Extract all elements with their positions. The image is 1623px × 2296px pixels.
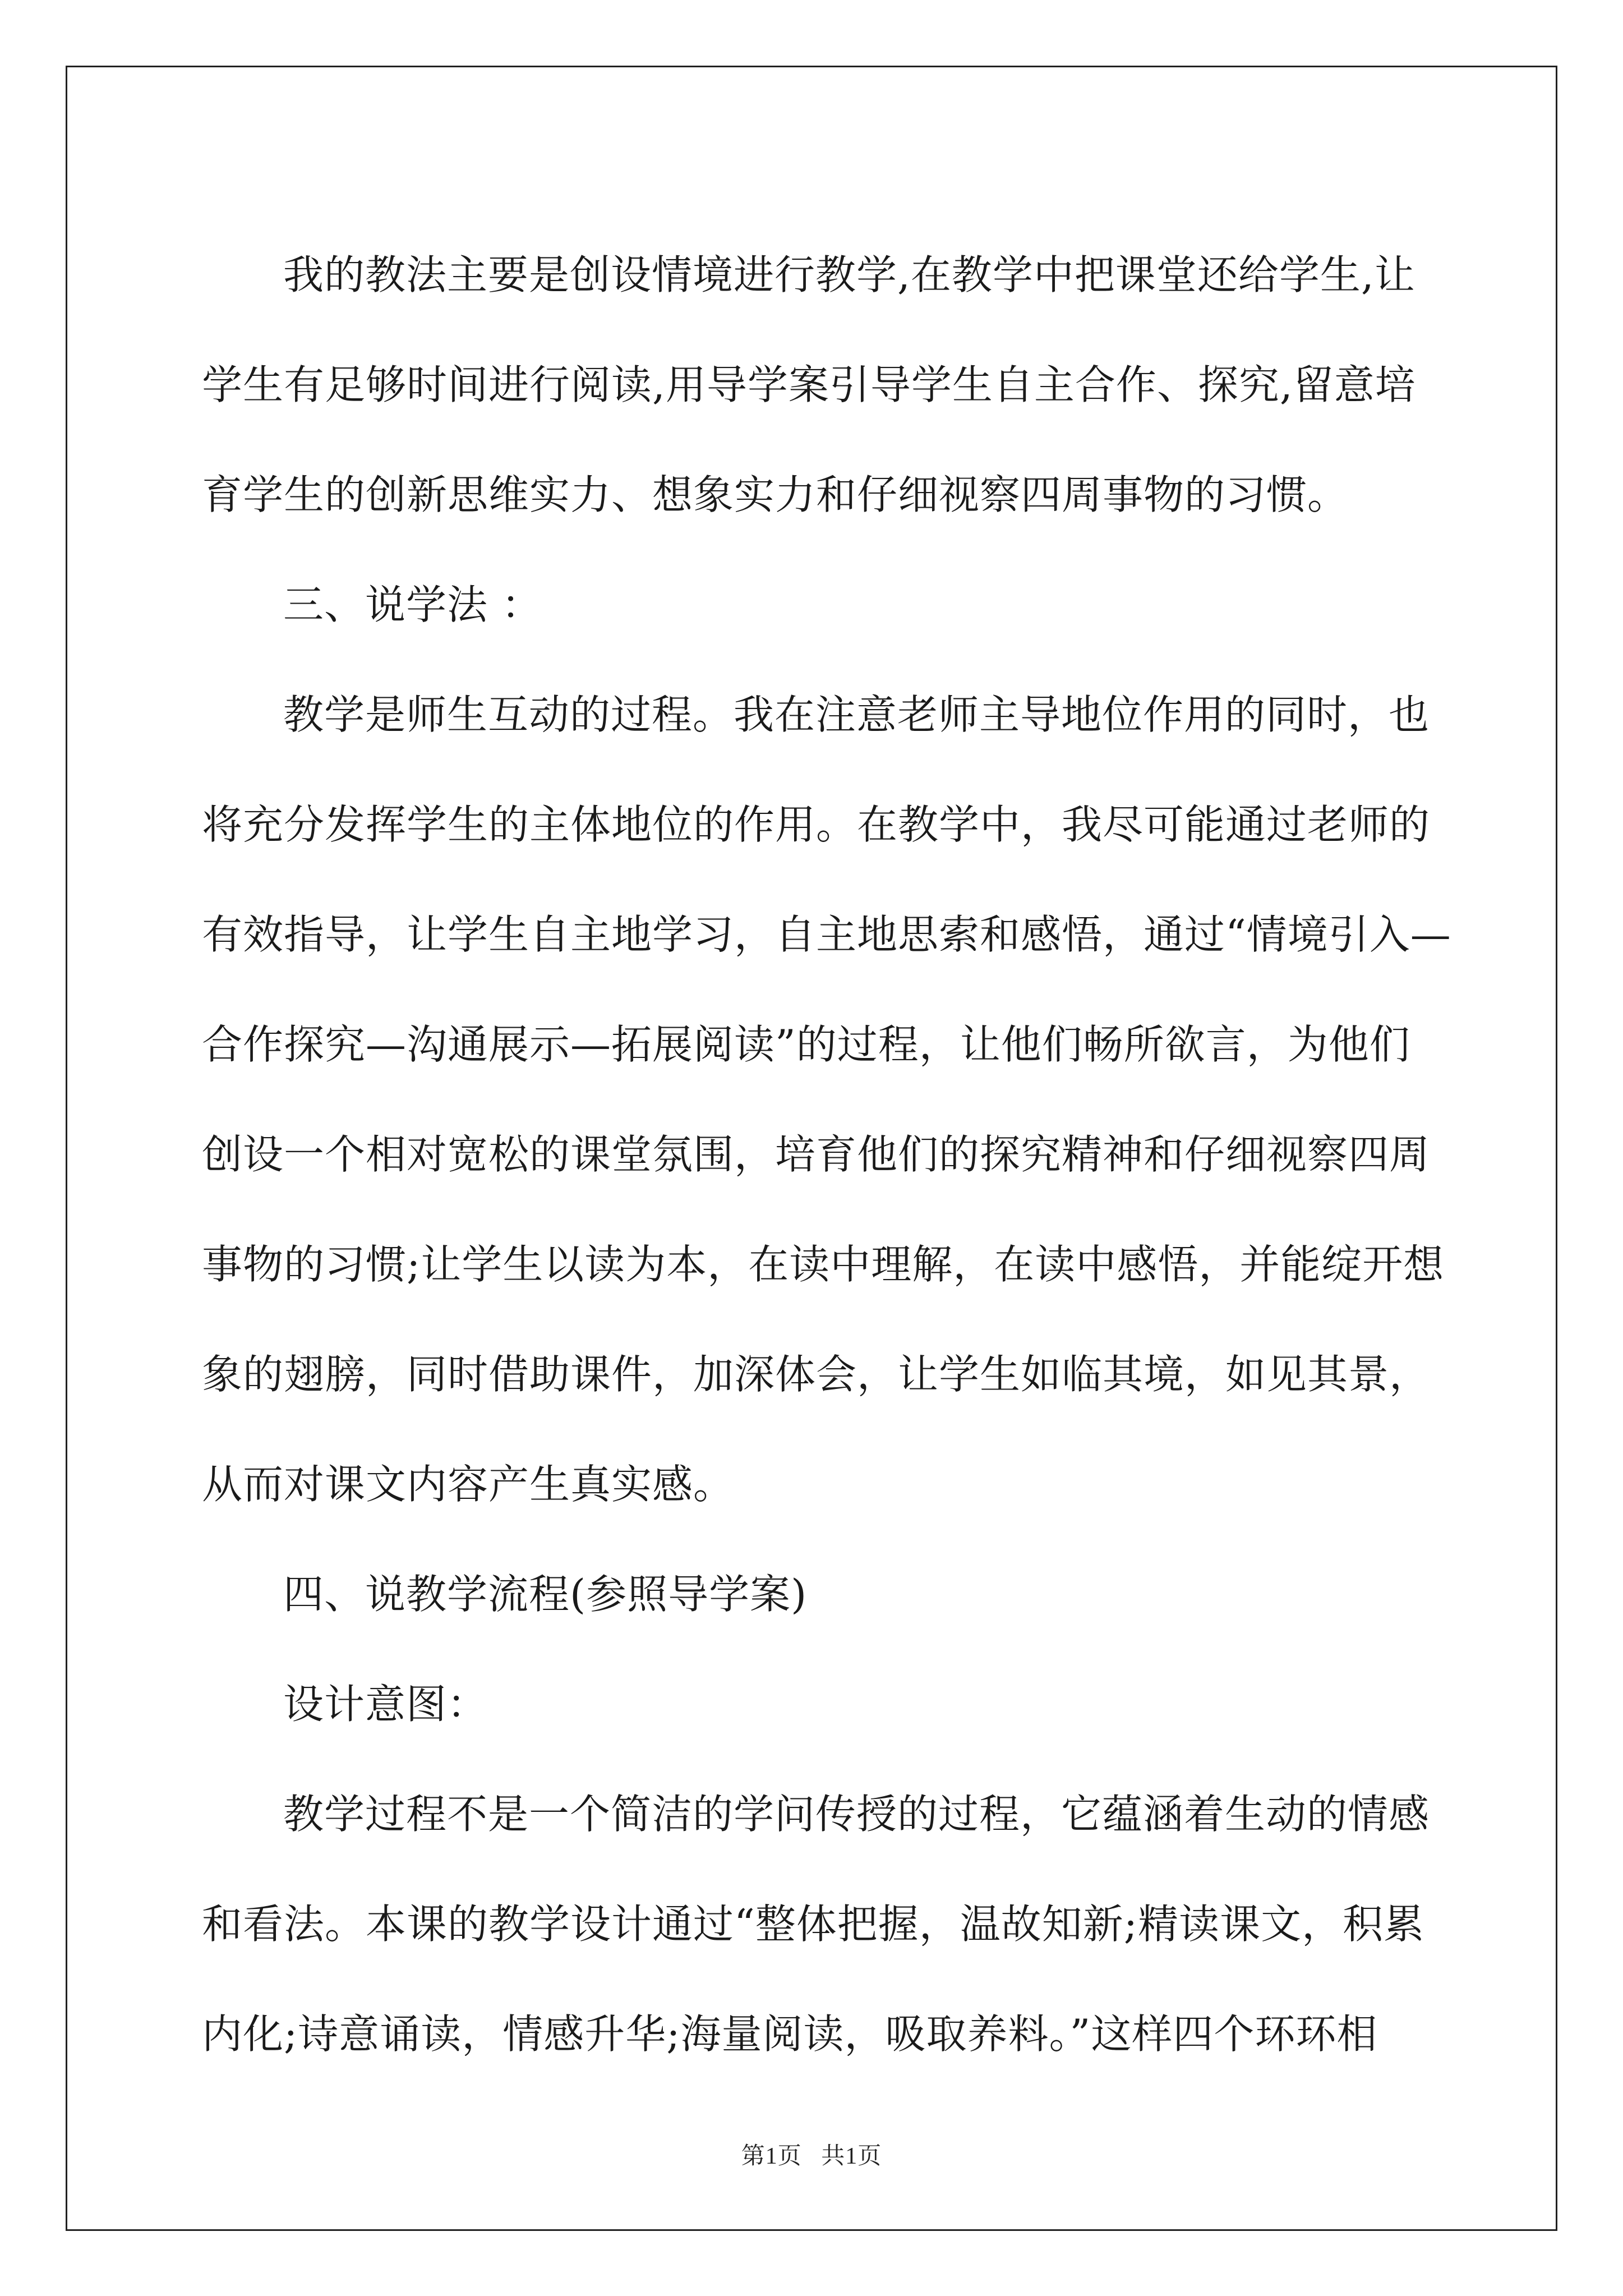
- page-number: 第1页: [741, 2143, 802, 2169]
- paragraph-learning-method: [202, 660, 1451, 1539]
- section-heading-learning-method: [202, 550, 1430, 660]
- page-footer: [0, 2137, 1623, 2171]
- text-line: 四、说教学流程(参照导学案): [283, 1571, 808, 1618]
- text-line: 三、说学法 ：: [283, 581, 542, 628]
- text-line: 我的教法主要是创设情境进行教学,在教学中把课堂还给学生,让: [283, 251, 1415, 298]
- text-line: 和看法。本课的教学设计通过“整体把握，温故知新;精读课文，积累: [202, 1901, 1425, 1948]
- text-line: 教学过程不是一个简洁的学问传授的过程，它蕴涵着生动的情感: [283, 1791, 1430, 1838]
- section-heading-teaching-flow: [202, 1539, 1430, 1649]
- paragraph-teaching-method: [202, 220, 1430, 550]
- text-line: 合作探究—沟通展示—拓展阅读”的过程，让他们畅所欲言，为他们: [202, 1021, 1410, 1068]
- page-total: 共1页: [821, 2143, 882, 2169]
- text-line: 教学是师生互动的过程。我在注意老师主导地位作用的同时，也: [283, 691, 1430, 738]
- subheading-design-intent: [202, 1649, 1430, 1759]
- text-line: 育学生的创新思维实力、想象实力和仔细视察四周事物的习惯。: [202, 471, 1349, 518]
- text-line: 象的翅膀，同时借助课件，加深体会，让学生如临其境，如见其景，: [202, 1351, 1431, 1398]
- footer-spacer: [802, 2143, 822, 2169]
- paragraph-design-intent: [202, 1759, 1430, 2089]
- text-line: 有效指导，让学生自主地学习，自主地思索和感悟，通过“情境引入—: [202, 911, 1451, 958]
- text-line: 创设一个相对宽松的课堂氛围，培育他们的探究精神和仔细视察四周: [202, 1131, 1431, 1178]
- document-body: [202, 220, 1451, 2089]
- text-line: 将充分发挥学生的主体地位的作用。在教学中，我尽可能通过老师的: [202, 801, 1431, 848]
- text-line: 内化;诗意诵读，情感升华;海量阅读，吸取养料。”这样四个环环相: [202, 2010, 1378, 2058]
- text-line: 事物的习惯;让学生以读为本，在读中理解，在读中感悟，并能绽开想: [202, 1241, 1445, 1288]
- text-line: 从而对课文内容产生真实感。: [202, 1461, 735, 1508]
- text-line: 学生有足够时间进行阅读,用导学案引导学生自主合作、探究,留意培: [202, 361, 1416, 408]
- text-line: 设计意图：: [283, 1681, 488, 1728]
